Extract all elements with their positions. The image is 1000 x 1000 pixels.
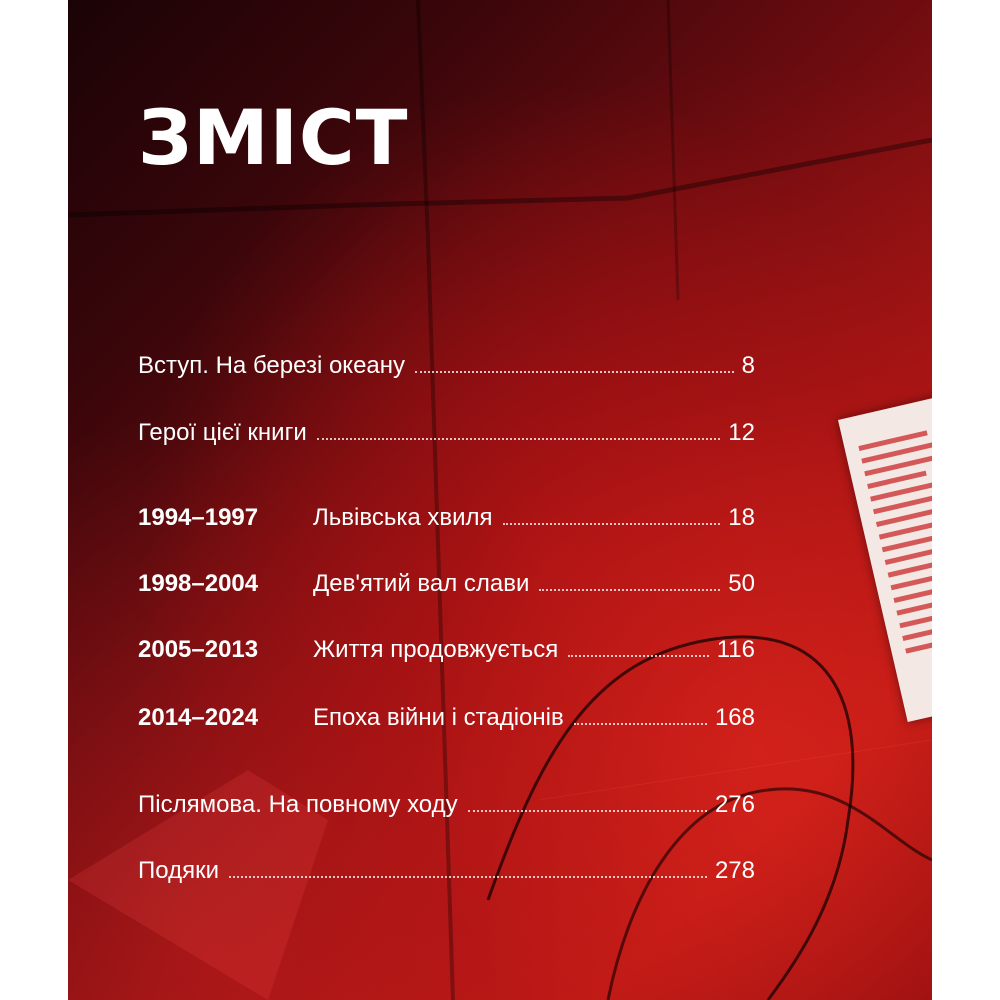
toc-entry bbox=[138, 692, 755, 732]
dot-leader bbox=[539, 589, 720, 591]
dot-leader bbox=[574, 723, 707, 725]
toc-entry-label: Подяки bbox=[138, 857, 219, 884]
toc-entry bbox=[138, 407, 755, 447]
toc-entry-years: 2014–2024 bbox=[138, 704, 259, 731]
page-title: ЗМІСТ bbox=[138, 93, 409, 182]
toc-entry bbox=[138, 779, 755, 819]
toc-entry bbox=[138, 845, 755, 885]
toc-entry bbox=[138, 624, 755, 664]
toc-entry-label: Львівська хвиля bbox=[313, 504, 493, 531]
toc-entry-label: Епоха війни і стадіонів bbox=[313, 704, 564, 731]
toc-entry bbox=[138, 492, 755, 532]
toc-entry-page: 116 bbox=[716, 636, 755, 663]
toc-entry-years: 1994–1997 bbox=[138, 504, 259, 531]
toc-entry-page: 18 bbox=[728, 504, 755, 531]
toc-entry-page: 168 bbox=[714, 704, 755, 731]
toc-entry bbox=[138, 558, 755, 598]
toc-entry-page: 12 bbox=[728, 419, 755, 446]
toc-entry bbox=[138, 340, 755, 380]
toc-entry-page: 278 bbox=[714, 857, 755, 884]
toc-entry-label: Життя продовжується bbox=[313, 636, 559, 663]
dot-leader bbox=[468, 810, 707, 812]
toc-entry-label: Вступ. На березі океану bbox=[138, 352, 406, 379]
dot-leader bbox=[229, 876, 707, 878]
dot-leader bbox=[568, 655, 708, 657]
book-page bbox=[68, 0, 932, 1000]
dot-leader bbox=[503, 523, 721, 525]
toc-entry-label: Післямова. На повному ходу bbox=[138, 791, 458, 818]
toc-entry-label: Дев'ятий вал слави bbox=[313, 570, 530, 597]
toc-entry-page: 50 bbox=[728, 570, 755, 597]
toc-entry-years: 1998–2004 bbox=[138, 570, 259, 597]
toc-entry-page: 8 bbox=[741, 352, 755, 379]
dot-leader bbox=[415, 371, 734, 373]
toc-entry-page: 276 bbox=[714, 791, 755, 818]
toc-entry-years: 2005–2013 bbox=[138, 636, 259, 663]
toc-entry-label: Герої цієї книги bbox=[138, 419, 307, 446]
dot-leader bbox=[317, 438, 721, 440]
